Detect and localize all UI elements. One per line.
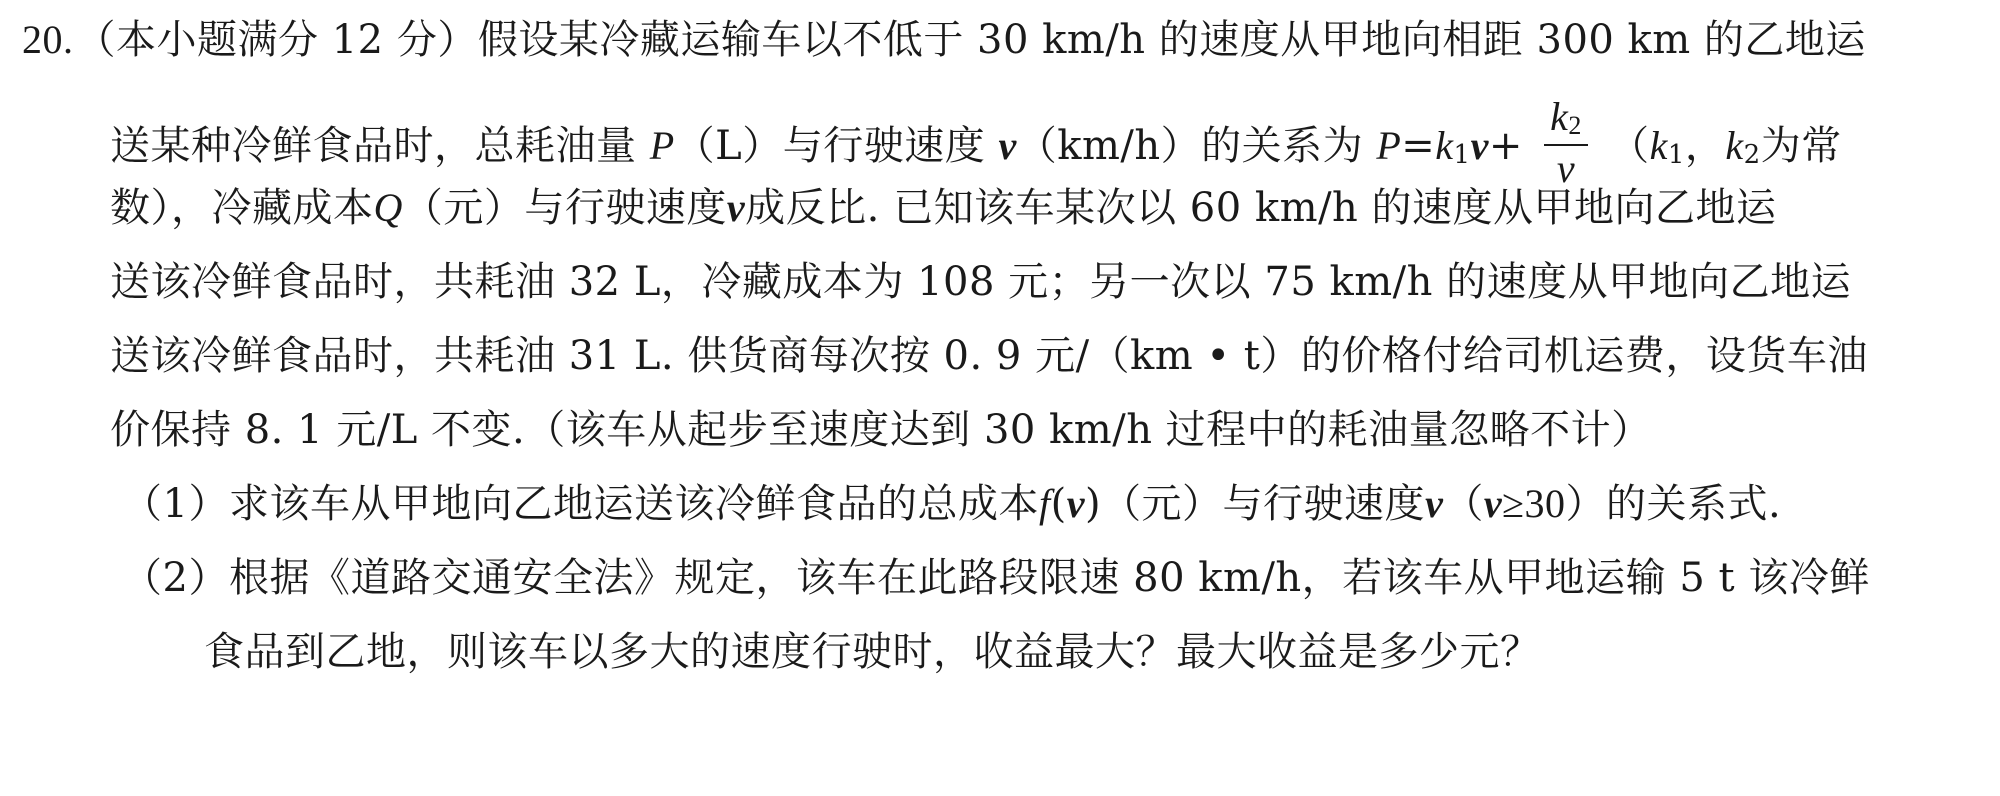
symbol-f: f [1038,481,1051,526]
text-segment: （元）与行驶速度 [402,185,727,231]
problem-line-4 [110,258,1851,306]
text-segment: ， [1684,123,1726,169]
part-2-text: （2）根据《道路交通安全法》规定，该车在此路段限速 80 km/h，若该车从甲地运输 5 t 该冷鲜 [122,555,1870,601]
const-k1: k [1649,123,1668,168]
problem-number: 20. [22,17,74,62]
text-segment: 成反比. 已知该车某次以 60 km/h 的速度从甲地向乙地运 [745,185,1777,231]
fraction-denominator: v [1556,146,1576,191]
part-2-line-1 [122,554,1870,602]
part-2-text: 食品到乙地，则该车以多大的速度行驶时，收益最大？最大收益是多少元？ [204,629,1541,675]
text-segment: （km/h）的关系为 [1016,123,1364,169]
symbol-v: v [1483,481,1503,526]
fraction-k-sub: 2 [1568,111,1582,140]
fraction-k2-over-v [1544,94,1588,192]
formula-k: k [1435,123,1454,168]
paren-left: ( [1050,481,1067,527]
text-segment: 送某种冷鲜食品时，总耗油量 [110,123,637,169]
formula-v: v [1470,123,1489,168]
symbol-P: P [649,123,675,168]
text-segment: 为常 [1760,123,1842,169]
paren-right: ) [1084,481,1102,527]
problem-text: （本小题满分 12 分）假设某冷藏运输车以不低于 30 km/h 的速度从甲地向相距 300 km 的乙地运 [75,17,1866,63]
formula-equals: = [1401,123,1436,169]
fraction-numerator [1544,94,1588,146]
symbol-v: v [1425,481,1444,526]
part-1-text: （元）与行驶速度 [1101,481,1426,527]
const-k1-sub: 1 [1667,140,1685,170]
part-1-text: （1）求该车从甲地向乙地运送该冷鲜食品的总成本 [122,481,1039,527]
const-k2: k [1725,123,1744,168]
part-1-text: （ [1443,481,1484,527]
const-k2-sub: 2 [1743,140,1761,170]
constraint-geq: ≥30 [1502,481,1566,526]
text-segment: （L）与行驶速度 [674,123,986,169]
text-segment: 送该冷鲜食品时，共耗油 32 L，冷藏成本为 108 元；另一次以 75 km/h 的速度从甲地向乙地运 [110,259,1852,305]
part-1-text: ）的关系式. [1565,481,1782,527]
part-2-line-2 [204,628,1541,676]
text-segment: 送该冷鲜食品时，共耗油 31 L. 供货商每次按 0. 9 元/（km • t）的价格付给司机运费，设货车油 [110,333,1868,379]
text-segment: 价保持 8. 1 元/L 不变.（该车从起步至速度达到 30 km/h 过程中的耗油量忽略不计） [110,407,1652,453]
text-segment: （ [1609,123,1650,169]
symbol-v: v [1066,481,1085,526]
formula-k-sub: 1 [1453,140,1471,170]
symbol-v: v [998,123,1017,168]
symbol-Q: Q [373,185,403,230]
fraction-k: k [1550,94,1569,139]
problem-line-3 [110,184,1777,232]
problem-line-5 [110,332,1868,380]
formula-lhs: P [1376,123,1402,168]
problem-line-1 [22,16,1866,64]
problem-line-6 [110,406,1652,454]
symbol-v: v [726,185,746,230]
formula-plus: + [1488,123,1523,169]
text-segment: 数），冷藏成本 [110,185,374,231]
part-1 [122,480,1781,528]
